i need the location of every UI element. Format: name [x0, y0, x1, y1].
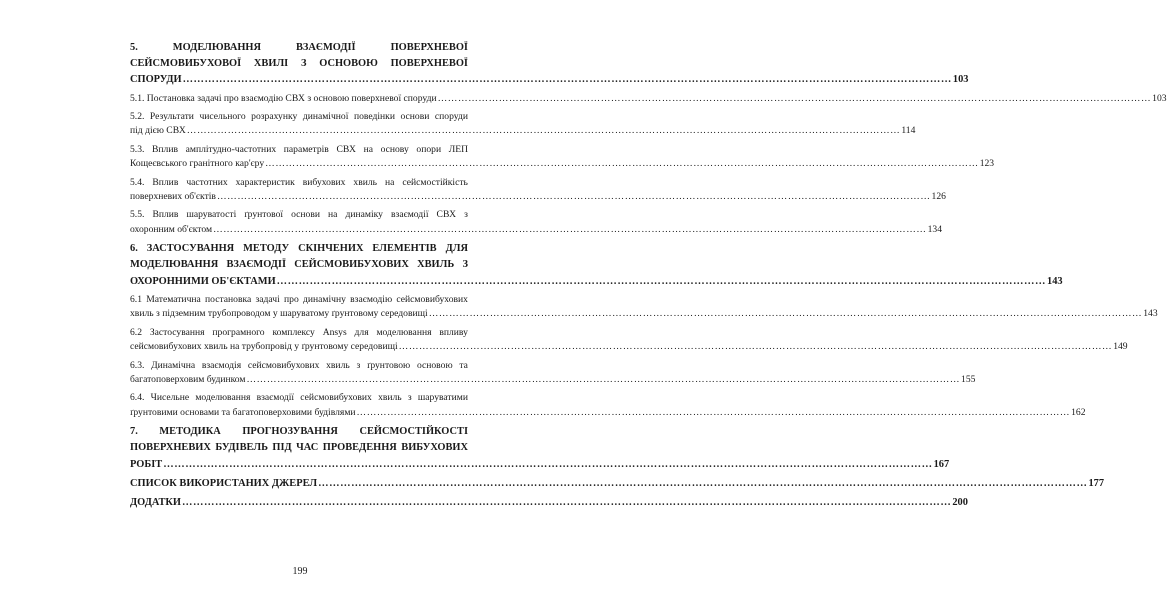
- toc-word: СВХ: [436, 209, 457, 221]
- toc-word: ПОВЕРХНЕВОЇ: [390, 42, 468, 53]
- dot-leader: [429, 307, 1143, 321]
- toc-word: Результати: [149, 111, 194, 123]
- toc-word: ВИБУХОВИХ: [401, 442, 468, 454]
- toc-word: сейсмовибухових: [247, 359, 320, 371]
- toc-word: МЕТОДУ: [243, 243, 290, 255]
- toc-word: програмного: [212, 326, 265, 338]
- toc-word: 5.2.: [130, 111, 145, 123]
- table-of-contents: [130, 40, 1167, 514]
- toc-word: шаруватими: [417, 392, 468, 404]
- toc-word: споруди: [434, 111, 468, 123]
- toc-word: поведінки: [353, 111, 395, 123]
- toc-entry-line: [130, 143, 468, 157]
- toc-word: ВЗАЄМОДІЇ: [226, 259, 287, 271]
- toc-entry-title: сейсмовибухових хвиль на трубопровід у ґрунтовому середовищі: [130, 341, 398, 353]
- toc-word: 6.1: [130, 293, 142, 305]
- toc-word: динаміку: [345, 209, 383, 221]
- toc-word: динамічну: [303, 293, 346, 305]
- toc-word: СЕЙСМОВИБУХОВОЇ: [130, 58, 242, 70]
- toc-word: взаємодії: [391, 209, 429, 221]
- toc-word: основи: [400, 111, 430, 123]
- toc-word: 5.3.: [130, 143, 145, 155]
- toc-entry: [130, 495, 968, 511]
- toc-entry-line: [130, 257, 468, 273]
- toc-word: СВХ: [336, 143, 356, 155]
- toc-entry: [130, 208, 943, 237]
- toc-entry-title: хвиль з підземним трубопроводом у шаруватому ґрунтовому середовищі: [130, 308, 428, 320]
- toc-entry-page: 177: [1088, 477, 1105, 489]
- toc-word: моделювання: [376, 326, 432, 338]
- toc-word: хвиль: [378, 392, 402, 404]
- toc-word: моделювання: [195, 392, 251, 404]
- toc-word: та: [459, 359, 468, 371]
- dot-leader: [183, 72, 952, 88]
- toc-word: ХВИЛЬ: [417, 259, 455, 271]
- toc-word: основою: [416, 359, 453, 371]
- toc-word: сейсмовибухових: [396, 293, 468, 305]
- toc-word: частотних: [186, 176, 228, 188]
- dot-leader: [357, 406, 1071, 420]
- dot-leader: [399, 340, 1113, 354]
- toc-entry-title: 5.1. Постановка задачі про взаємодію СВХ з основою поверхневої споруди: [130, 92, 437, 104]
- toc-word: характеристик: [235, 176, 295, 188]
- toc-word: ґрунтової: [244, 209, 284, 221]
- toc-entry-last-line: [130, 406, 1086, 420]
- toc-word: вибухових: [302, 176, 346, 188]
- toc-entry-page: 134: [927, 223, 943, 235]
- toc-word: взаємодія: [201, 359, 242, 371]
- toc-entry-last-line: [130, 72, 969, 88]
- toc-word: БУДІВЕЛЬ: [215, 442, 268, 454]
- toc-entry-page: 126: [931, 191, 946, 203]
- dot-leader: [163, 457, 932, 473]
- toc-word: параметрів: [283, 143, 329, 155]
- toc-entry-title: ґрунтовими основами та багатоповерховими будівлями: [130, 406, 356, 418]
- toc-entry: [130, 293, 1158, 322]
- toc-word: з: [407, 392, 412, 404]
- toc-word: ґрунтовою: [366, 359, 411, 371]
- toc-word: ЕЛЕМЕНТІВ: [372, 243, 437, 255]
- dot-leader: [246, 373, 960, 387]
- toc-word: З: [462, 259, 468, 271]
- toc-entry-line: [130, 326, 468, 340]
- toc-entry-last-line: [130, 495, 968, 511]
- toc-entry-page: 143: [1047, 275, 1063, 287]
- toc-word: ПОВЕРХНЕВОЇ: [390, 58, 468, 70]
- toc-word: МЕТОДИКА: [159, 426, 221, 438]
- toc-entry-last-line: [130, 307, 1158, 321]
- toc-entry-title: багатоповерховим будинком: [130, 373, 246, 385]
- toc-entry-title: ДОДАТКИ: [130, 496, 181, 508]
- toc-word: ДЛЯ: [445, 243, 468, 255]
- toc-entry-line: [130, 40, 468, 56]
- toc-word: ВЗАЄМОДІЇ: [296, 42, 356, 53]
- toc-entry-page: 155: [961, 373, 976, 385]
- toc-word: хвиль: [353, 176, 378, 188]
- toc-entry-page: 162: [1071, 406, 1086, 418]
- toc-word: Вплив: [152, 176, 179, 188]
- toc-word: ЧАС: [296, 442, 319, 454]
- toc-entry: [130, 476, 1105, 492]
- toc-word: МОДЕЛЮВАННЯ: [172, 42, 261, 53]
- toc-entry-line: [130, 208, 468, 222]
- toc-entry: [130, 110, 916, 139]
- toc-word: на: [385, 176, 395, 188]
- toc-entry-line: [130, 110, 468, 124]
- toc-entry: [130, 391, 1086, 420]
- toc-word: задачі: [255, 293, 280, 305]
- toc-entry: [130, 176, 946, 205]
- toc-word: Математична: [146, 293, 201, 305]
- toc-entry-line: [130, 391, 468, 405]
- toc-word: для: [354, 326, 369, 338]
- toc-word: 5.: [130, 42, 138, 53]
- dot-leader: [217, 190, 931, 204]
- toc-word: про: [284, 293, 299, 305]
- toc-word: сейсмостійкість: [402, 176, 468, 188]
- toc-word: Вплив: [152, 209, 179, 221]
- toc-entry-line: [130, 440, 468, 456]
- dot-leader: [213, 223, 927, 237]
- toc-word: з: [464, 209, 468, 221]
- toc-word: ОСНОВОЮ: [319, 58, 378, 70]
- dot-leader: [182, 495, 951, 511]
- toc-word: чисельного: [199, 111, 246, 123]
- toc-entry-title: СПОРУДИ: [130, 74, 182, 86]
- toc-word: основу: [380, 143, 409, 155]
- toc-entry: [130, 92, 1167, 106]
- toc-word: З: [300, 58, 307, 70]
- toc-entry-line: [130, 241, 468, 257]
- toc-word: ПРОВЕДЕННЯ: [322, 442, 397, 454]
- toc-word: 5.4.: [130, 176, 145, 188]
- toc-word: ПІД: [272, 442, 292, 454]
- toc-word: 6.4.: [130, 392, 145, 404]
- toc-entry-last-line: [130, 373, 976, 387]
- toc-entry-page: 123: [979, 158, 995, 170]
- toc-entry-page: 167: [933, 458, 950, 470]
- toc-entry-page: 143: [1143, 308, 1158, 320]
- toc-word: опори: [416, 143, 442, 155]
- toc-word: ПРОГНОЗУВАННЯ: [242, 426, 338, 438]
- toc-word: динамічної: [302, 111, 349, 123]
- toc-entry-last-line: [130, 274, 1063, 290]
- toc-entry-line: [130, 176, 468, 190]
- toc-word: з: [356, 359, 361, 371]
- toc-word: 6.3.: [130, 359, 145, 371]
- dot-leader: [187, 124, 901, 138]
- toc-word: взаємодії: [256, 392, 295, 404]
- toc-entry-page: 103: [1152, 92, 1167, 104]
- toc-word: шаруватості: [186, 209, 237, 221]
- toc-entry-line: [130, 359, 468, 373]
- toc-entry-title: під дією СВХ: [130, 125, 186, 137]
- toc-word: Вплив: [152, 143, 178, 155]
- toc-entry-title: поверхневих об'єктів: [130, 191, 216, 203]
- toc-entry-line: [130, 424, 468, 440]
- dot-leader: [277, 274, 1046, 290]
- toc-entry-title: РОБІТ: [130, 458, 163, 470]
- dot-leader: [265, 157, 979, 171]
- toc-word: ЛЕП: [448, 143, 468, 155]
- toc-entry-title: ОХОРОННИМИ ОБ'ЄКТАМИ: [130, 275, 276, 287]
- toc-word: МОДЕЛЮВАННЯ: [130, 259, 219, 271]
- toc-word: на: [363, 143, 373, 155]
- toc-entry-page: 114: [901, 125, 916, 137]
- dot-leader: [438, 92, 1152, 106]
- toc-entry: [130, 143, 995, 172]
- toc-entry-last-line: [130, 124, 916, 138]
- toc-word: амплітудно-частотних: [185, 143, 277, 155]
- toc-entry-line: [130, 293, 468, 307]
- toc-word: взаємодію: [350, 293, 393, 305]
- toc-entry-last-line: [130, 476, 1105, 492]
- toc-word: 5.5.: [130, 209, 145, 221]
- toc-word: Застосування: [149, 326, 205, 338]
- toc-word: хвиль: [326, 359, 350, 371]
- dot-leader: [318, 476, 1087, 492]
- toc-entry-title: Кощеєвського гранітного кар'єру: [130, 158, 265, 170]
- toc-word: комплексу: [272, 326, 315, 338]
- toc-entry-page: 200: [952, 496, 968, 508]
- toc-word: Ansys: [322, 326, 347, 338]
- toc-entry-title: охоронним об'єктом: [130, 223, 213, 235]
- toc-word: ХВИЛІ: [253, 58, 289, 70]
- toc-word: СЕЙСМОВИБУХОВИХ: [294, 259, 409, 271]
- toc-entry-last-line: [130, 223, 943, 237]
- toc-word: постановка: [205, 293, 252, 305]
- toc-word: сейсмовибухових: [300, 392, 372, 404]
- toc-entry: [130, 326, 1128, 355]
- toc-entry-last-line: [130, 157, 995, 171]
- toc-word: Чисельне: [150, 392, 190, 404]
- toc-entry-title: СПИСОК ВИКОРИСТАНИХ ДЖЕРЕЛ: [130, 477, 318, 489]
- toc-entry: [130, 40, 969, 89]
- toc-word: 6.: [130, 243, 138, 255]
- toc-word: СКІНЧЕНИХ: [298, 243, 364, 255]
- toc-entry-last-line: [130, 92, 1167, 106]
- toc-entry: [130, 359, 976, 388]
- toc-entry-line: [130, 56, 468, 72]
- toc-entry-page: 149: [1113, 341, 1128, 353]
- toc-entry-last-line: [130, 190, 946, 204]
- toc-word: впливу: [439, 326, 468, 338]
- toc-word: Динамічна: [151, 359, 196, 371]
- page-number: 199: [292, 566, 308, 577]
- toc-word: 7.: [130, 426, 138, 438]
- toc-word: 6.2: [130, 326, 142, 338]
- toc-word: на: [328, 209, 338, 221]
- toc-word: ЗАСТОСУВАННЯ: [146, 243, 235, 255]
- toc-word: ПОВЕРХНЕВИХ: [130, 442, 211, 454]
- toc-entry-last-line: [130, 340, 1128, 354]
- toc-entry: [130, 424, 950, 473]
- toc-entry-last-line: [130, 457, 950, 473]
- toc-word: розрахунку: [251, 111, 298, 123]
- toc-entry-page: 103: [952, 74, 969, 86]
- toc-word: СЕЙСМОСТІЙКОСТІ: [359, 426, 468, 438]
- toc-word: основи: [291, 209, 320, 221]
- toc-entry: [130, 241, 1063, 290]
